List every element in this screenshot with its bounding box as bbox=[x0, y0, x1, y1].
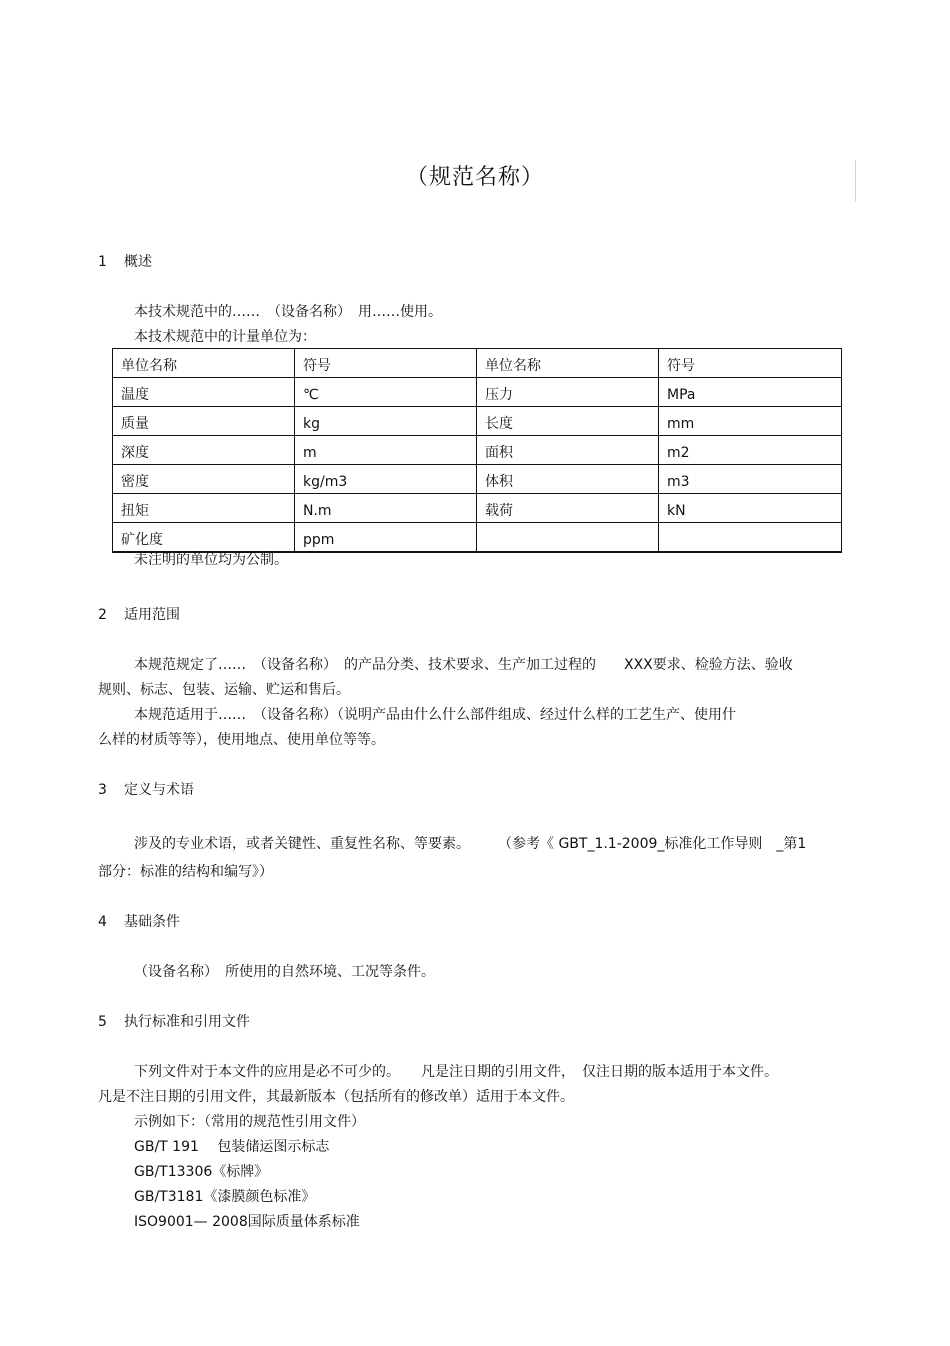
table-cell: kg/m3 bbox=[295, 465, 477, 494]
section-1-heading bbox=[98, 251, 152, 271]
table-header-cell: 符号 bbox=[295, 349, 477, 378]
paragraph-line: 示例如下：（常用的规范性引用文件） bbox=[134, 1114, 365, 1130]
section-number: 2 bbox=[98, 607, 107, 623]
table-cell: ppm bbox=[295, 523, 477, 553]
section-number: 5 bbox=[98, 1014, 107, 1030]
table-cell: 深度 bbox=[113, 436, 295, 465]
table-header-cell: 单位名称 bbox=[113, 349, 295, 378]
table-header-cell: 符号 bbox=[659, 349, 842, 378]
table-cell: 面积 bbox=[477, 436, 659, 465]
table-cell: kN bbox=[659, 494, 842, 523]
paragraph: 本技术规范中的计量单位为： bbox=[134, 329, 316, 345]
table-cell: m bbox=[295, 436, 477, 465]
table-cell: 质量 bbox=[113, 407, 295, 436]
units-table bbox=[112, 348, 842, 553]
paragraph-line: 下列文件对于本文件的应用是必不可少的。 凡是注日期的引用文件， 仅注日期的版本适用于本文件。 bbox=[134, 1064, 778, 1080]
table-header-cell: 单位名称 bbox=[477, 349, 659, 378]
paragraph: 本技术规范中的…… （设备名称） 用……使用。 bbox=[134, 304, 442, 320]
reference-item: GB/T3181《漆膜颜色标准》 bbox=[134, 1189, 316, 1205]
table-cell bbox=[477, 523, 659, 553]
section-5-heading bbox=[98, 1011, 250, 1031]
section-4-heading bbox=[98, 911, 180, 931]
section-3-heading bbox=[98, 779, 194, 799]
paragraph-line: 本规范适用于…… （设备名称）（说明产品由什么什么部件组成、经过什么样的工艺生产、使用什 bbox=[134, 707, 736, 723]
table-row bbox=[113, 407, 842, 436]
table-cell: 体积 bbox=[477, 465, 659, 494]
table-row bbox=[113, 378, 842, 407]
table-cell: m2 bbox=[659, 436, 842, 465]
table-cell: 压力 bbox=[477, 378, 659, 407]
table-cell: kg bbox=[295, 407, 477, 436]
table-cell: 长度 bbox=[477, 407, 659, 436]
table-row bbox=[113, 465, 842, 494]
table-cell: 扭矩 bbox=[113, 494, 295, 523]
table-row bbox=[113, 436, 842, 465]
table-cell: 密度 bbox=[113, 465, 295, 494]
section-number: 1 bbox=[98, 254, 107, 270]
table-cell: ℃ bbox=[295, 378, 477, 407]
paragraph: （设备名称） 所使用的自然环境、工况等条件。 bbox=[134, 964, 435, 980]
reference-item: GB/T 191 包装储运图示标志 bbox=[134, 1139, 330, 1155]
paragraph-line: 涉及的专业术语，或者关键性、重复性名称、等要素。 （参考《 GBT_1.1-2009_标准化工作导则 _第1 bbox=[134, 836, 807, 852]
paragraph-line: 本规范规定了…… （设备名称） 的产品分类、技术要求、生产加工过程的 XXX要求、检验方法、验收 bbox=[134, 657, 793, 673]
section-title: 概述 bbox=[124, 254, 152, 270]
table-cell: 载荷 bbox=[477, 494, 659, 523]
reference-item: ISO9001— 2008国际质量体系标准 bbox=[134, 1214, 360, 1230]
table-cell: 矿化度 bbox=[113, 523, 295, 553]
table-cell bbox=[659, 523, 842, 553]
document-title: （规范名称） bbox=[405, 165, 544, 190]
table-cell: MPa bbox=[659, 378, 842, 407]
table-cell: 温度 bbox=[113, 378, 295, 407]
table-cell: m3 bbox=[659, 465, 842, 494]
table-cell: N.m bbox=[295, 494, 477, 523]
table-row bbox=[113, 494, 842, 523]
section-2-heading bbox=[98, 604, 180, 624]
table-header-row bbox=[113, 349, 842, 378]
section-title: 执行标准和引用文件 bbox=[124, 1014, 250, 1030]
table-row bbox=[113, 523, 842, 553]
table-cell: mm bbox=[659, 407, 842, 436]
paragraph-line: 部分：标准的结构和编写》） bbox=[98, 864, 273, 880]
table-note: 未注明的单位均为公制。 bbox=[134, 552, 288, 568]
paragraph-line: 凡是不注日期的引用文件，其最新版本（包括所有的修改单）适用于本文件。 bbox=[98, 1089, 574, 1105]
paragraph-line: 规则、标志、包装、运输、贮运和售后。 bbox=[98, 682, 350, 698]
section-title: 定义与术语 bbox=[124, 782, 194, 798]
section-number: 4 bbox=[98, 914, 107, 930]
section-number: 3 bbox=[98, 782, 107, 798]
section-title: 适用范围 bbox=[124, 607, 180, 623]
reference-item: GB/T13306《标牌》 bbox=[134, 1164, 269, 1180]
section-title: 基础条件 bbox=[124, 914, 180, 930]
paragraph-line: 么样的材质等等），使用地点、使用单位等等。 bbox=[98, 732, 385, 748]
